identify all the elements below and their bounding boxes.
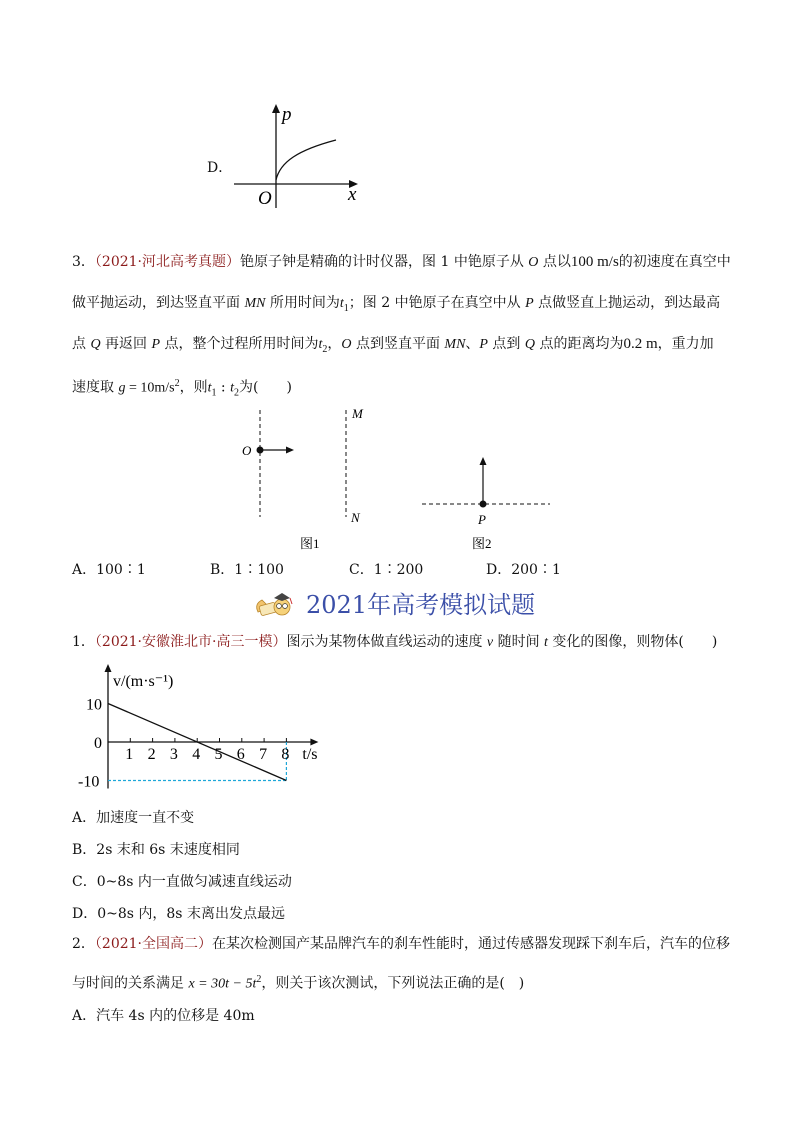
fig2-caption: 图2 xyxy=(472,536,492,551)
chart-y-tick-label: 0 xyxy=(94,735,102,752)
mq1-option-c[interactable]: C．0~8s 内一直做匀减速直线运动 xyxy=(72,874,292,890)
q3-line-4: 速度取 $g = 10m/s^2$，则$t_1$ : $t_2$为( ) xyxy=(72,378,292,399)
q3-option-b[interactable]: B．1∶100 xyxy=(210,562,284,578)
q3-line-3: 点 Q 再返回 P 点，整个过程所用时间为$t_2$，O 点到竖直平面 MN、P 点到 Q 点的距离均为0.2 m，重力加 xyxy=(72,336,714,355)
option-d-letter: D． xyxy=(207,160,233,176)
mq2-stem-line-1: 2．（2021·全国高二）在某次检测国产某品牌汽车的刹车性能时，通过传感器发现踩下刹车后，汽车的位移 xyxy=(72,936,731,952)
chart-x-tick-label: 6 xyxy=(236,746,245,763)
chart-x-tick-label: 1 xyxy=(125,746,134,763)
chart-x-tick-label: 8 xyxy=(281,746,290,763)
fig1-arrow-head xyxy=(286,447,294,454)
section-mascot-icon xyxy=(252,590,298,620)
mq1-source: （2021·安徽淮北市·高三一模） xyxy=(94,634,287,650)
graph-d-curve xyxy=(276,140,336,180)
chart-x-tick-label: 2 xyxy=(147,746,156,763)
fig2-label-p: P xyxy=(478,512,486,527)
q3-line-2: 做平抛运动，到达竖直平面 MN 所用时间为$t_1$；图 2 中铯原子在真空中从 P 点做竖直上抛运动，到达最高 xyxy=(72,295,721,314)
q3-source: （2021·河北高考真题） xyxy=(94,254,241,270)
mq1-stem: 1．（2021·安徽淮北市·高三一模）图示为某物体做直线运动的速度 v 随时间 t 变化的图像，则物体( ) xyxy=(72,634,718,650)
chart-y-tick-label: 10 xyxy=(86,696,102,714)
q3-figures xyxy=(230,402,570,554)
fig1-caption: 图1 xyxy=(300,536,320,551)
graph-d-y-label: p xyxy=(282,104,292,125)
q3-option-a[interactable]: A．100∶1 xyxy=(72,562,146,578)
mq1-option-a[interactable]: A．加速度一直不变 xyxy=(72,810,195,826)
chart-x-tick-label: 4 xyxy=(192,746,201,763)
q3-option-d[interactable]: D．200∶1 xyxy=(486,562,561,578)
mq1-option-b[interactable]: B．2s 末和 6s 末速度相同 xyxy=(72,842,240,858)
mq2-source: （2021·全国高二） xyxy=(94,936,213,952)
fig1-label-n: N xyxy=(351,510,360,525)
graph-d-origin: O xyxy=(258,188,272,209)
chart-x-tick-label: 5 xyxy=(214,746,223,763)
mq1-option-d[interactable]: D．0~8s 内，8s 末离出发点最远 xyxy=(72,906,285,922)
chart-x-tick-label: 3 xyxy=(169,746,178,763)
chart-y-arrow xyxy=(105,664,112,672)
chart-x-label: t/s xyxy=(302,746,318,763)
fig1-label-m: M xyxy=(352,406,363,421)
fig1-label-o: O xyxy=(242,443,252,458)
chart-y-label: v/(m·s⁻¹) xyxy=(113,673,174,690)
q3-option-c[interactable]: C．1∶200 xyxy=(349,562,424,578)
mq2-stem-line-2: 与时间的关系满足 $x = 30t - 5t^2$，则关于该次测试，下列说法正确的是( ) xyxy=(72,974,525,992)
q3-line-1: 3．（2021·河北高考真题）铯原子钟是精确的计时仪器，图 1 中铯原子从 O 点以100 m/s的初速度在真空中 xyxy=(72,254,731,270)
chart-x-tick-label: 7 xyxy=(259,746,268,763)
mq2-option-a[interactable]: A．汽车 4s 内的位移是 40m xyxy=(72,1008,255,1024)
option-d-graph xyxy=(228,100,368,210)
chart-x-arrow xyxy=(310,739,318,746)
graph-d-y-arrow xyxy=(272,104,280,113)
graph-d-x-label: x xyxy=(348,184,357,205)
vt-chart xyxy=(72,662,332,794)
chart-y-tick-label: -10 xyxy=(78,773,100,791)
fig2-arrow-head xyxy=(480,457,487,465)
section-title: 2021年高考模拟试题 xyxy=(306,591,536,619)
